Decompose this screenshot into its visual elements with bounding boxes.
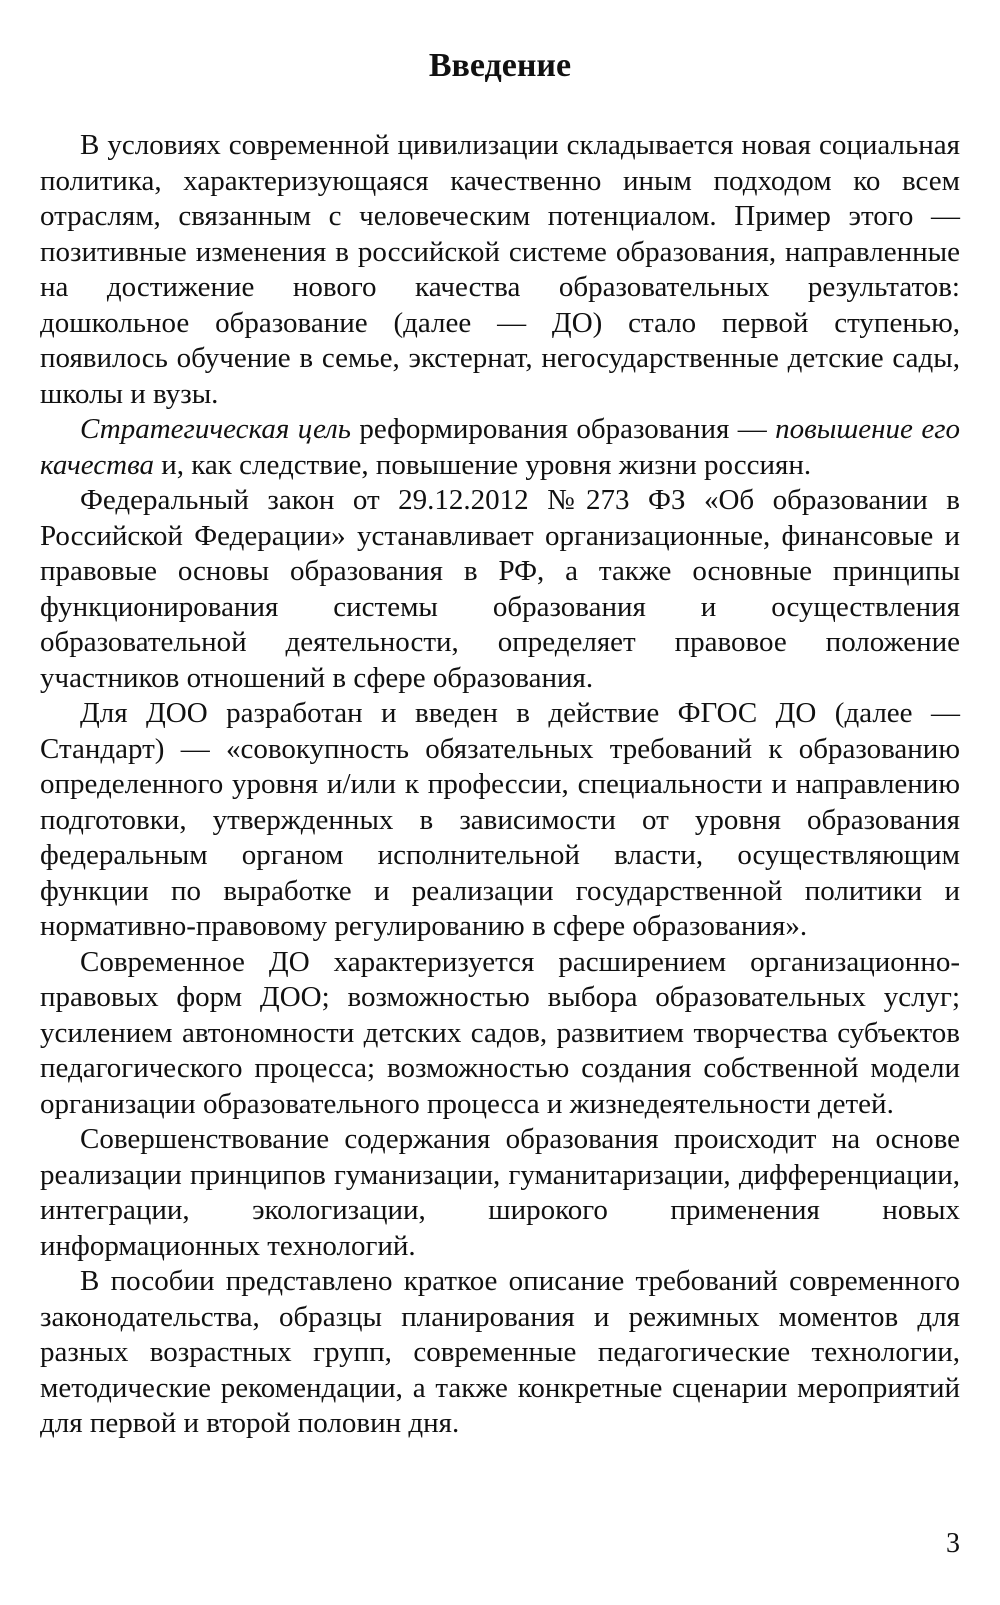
paragraph-modern-do: Современное ДО характеризуется расширением организационно-правовых форм ДОО; возможностью выбора образовательных услуг; усилением автономности детских садов, развитием творчества субъектов педагогического процесса; возможностью создания собственной модели организации образовательного процесса и жизнедеятельности детей. (40, 945, 960, 1120)
paragraph-manual-contents: В пособии представлено краткое описание требований современного законодательства, образцы планирования и режимных моментов для разных возрастных групп, современные педагогические технологии, методические рекомендации, а также конкретные сценарии мероприятий для первой и второй половин дня. (40, 1265, 960, 1439)
body-text (40, 128, 960, 1442)
paragraph-strategic-goal (40, 412, 960, 483)
paragraph-intro: В условиях современной цивилизации складывается новая социальная политика, характеризующаяся качественно иным подходом ко всем отраслям, связанным с человеческим потенциалом. Пример этого — позитивные изменения в российской системе образования, направленные на достижение нового качества образовательных результатов: дошкольное образование (далее — ДО) стало первой ступенью, появилось обучение в семье, экстернат, негосударственные детские сады, школы и вузы. (40, 129, 960, 410)
paragraph-federal-law: Федеральный закон от 29.12.2012 №273 ФЗ «Об образовании в Российской Федерации» устанавливает организационные, финансовые и правовые основы образования в РФ, а также основные принципы функционирования системы образования и осуществления образовательной деятельности, определяет правовое положение участников отношений в сфере образования. (40, 484, 960, 694)
italic-phrase: повышение его качества (40, 413, 961, 481)
paragraph-text: и, как следствие, повышение уровня жизни россиян. (154, 448, 812, 481)
document-page (40, 0, 960, 1605)
page-title: Введение (428, 47, 572, 84)
page-number: 3 (946, 1528, 960, 1559)
paragraph-improvement: Совершенствование содержания образования происходит на основе реализации принципов гуманизации, гуманитаризации, дифференциации, интеграции, экологизации, широкого применения новых информационных технологий. (40, 1123, 960, 1262)
italic-phrase: Стратегическая цель (80, 413, 351, 445)
paragraph-fgos: Для ДОО разработан и введен в действие ФГОС ДО (далее — Стандарт) — «совокупность обязательных требований к образованию определенного уровня и/или к профессии, специальности и направлению подготовки, утвержденных в зависимости от уровня образования федеральным органом исполнительной власти, осуществляющим функции по выработке и реализации государственной политики и нормативно-правовому регулированию в сфере образования». (40, 697, 960, 942)
paragraph-text: реформирования образования — (350, 413, 776, 445)
